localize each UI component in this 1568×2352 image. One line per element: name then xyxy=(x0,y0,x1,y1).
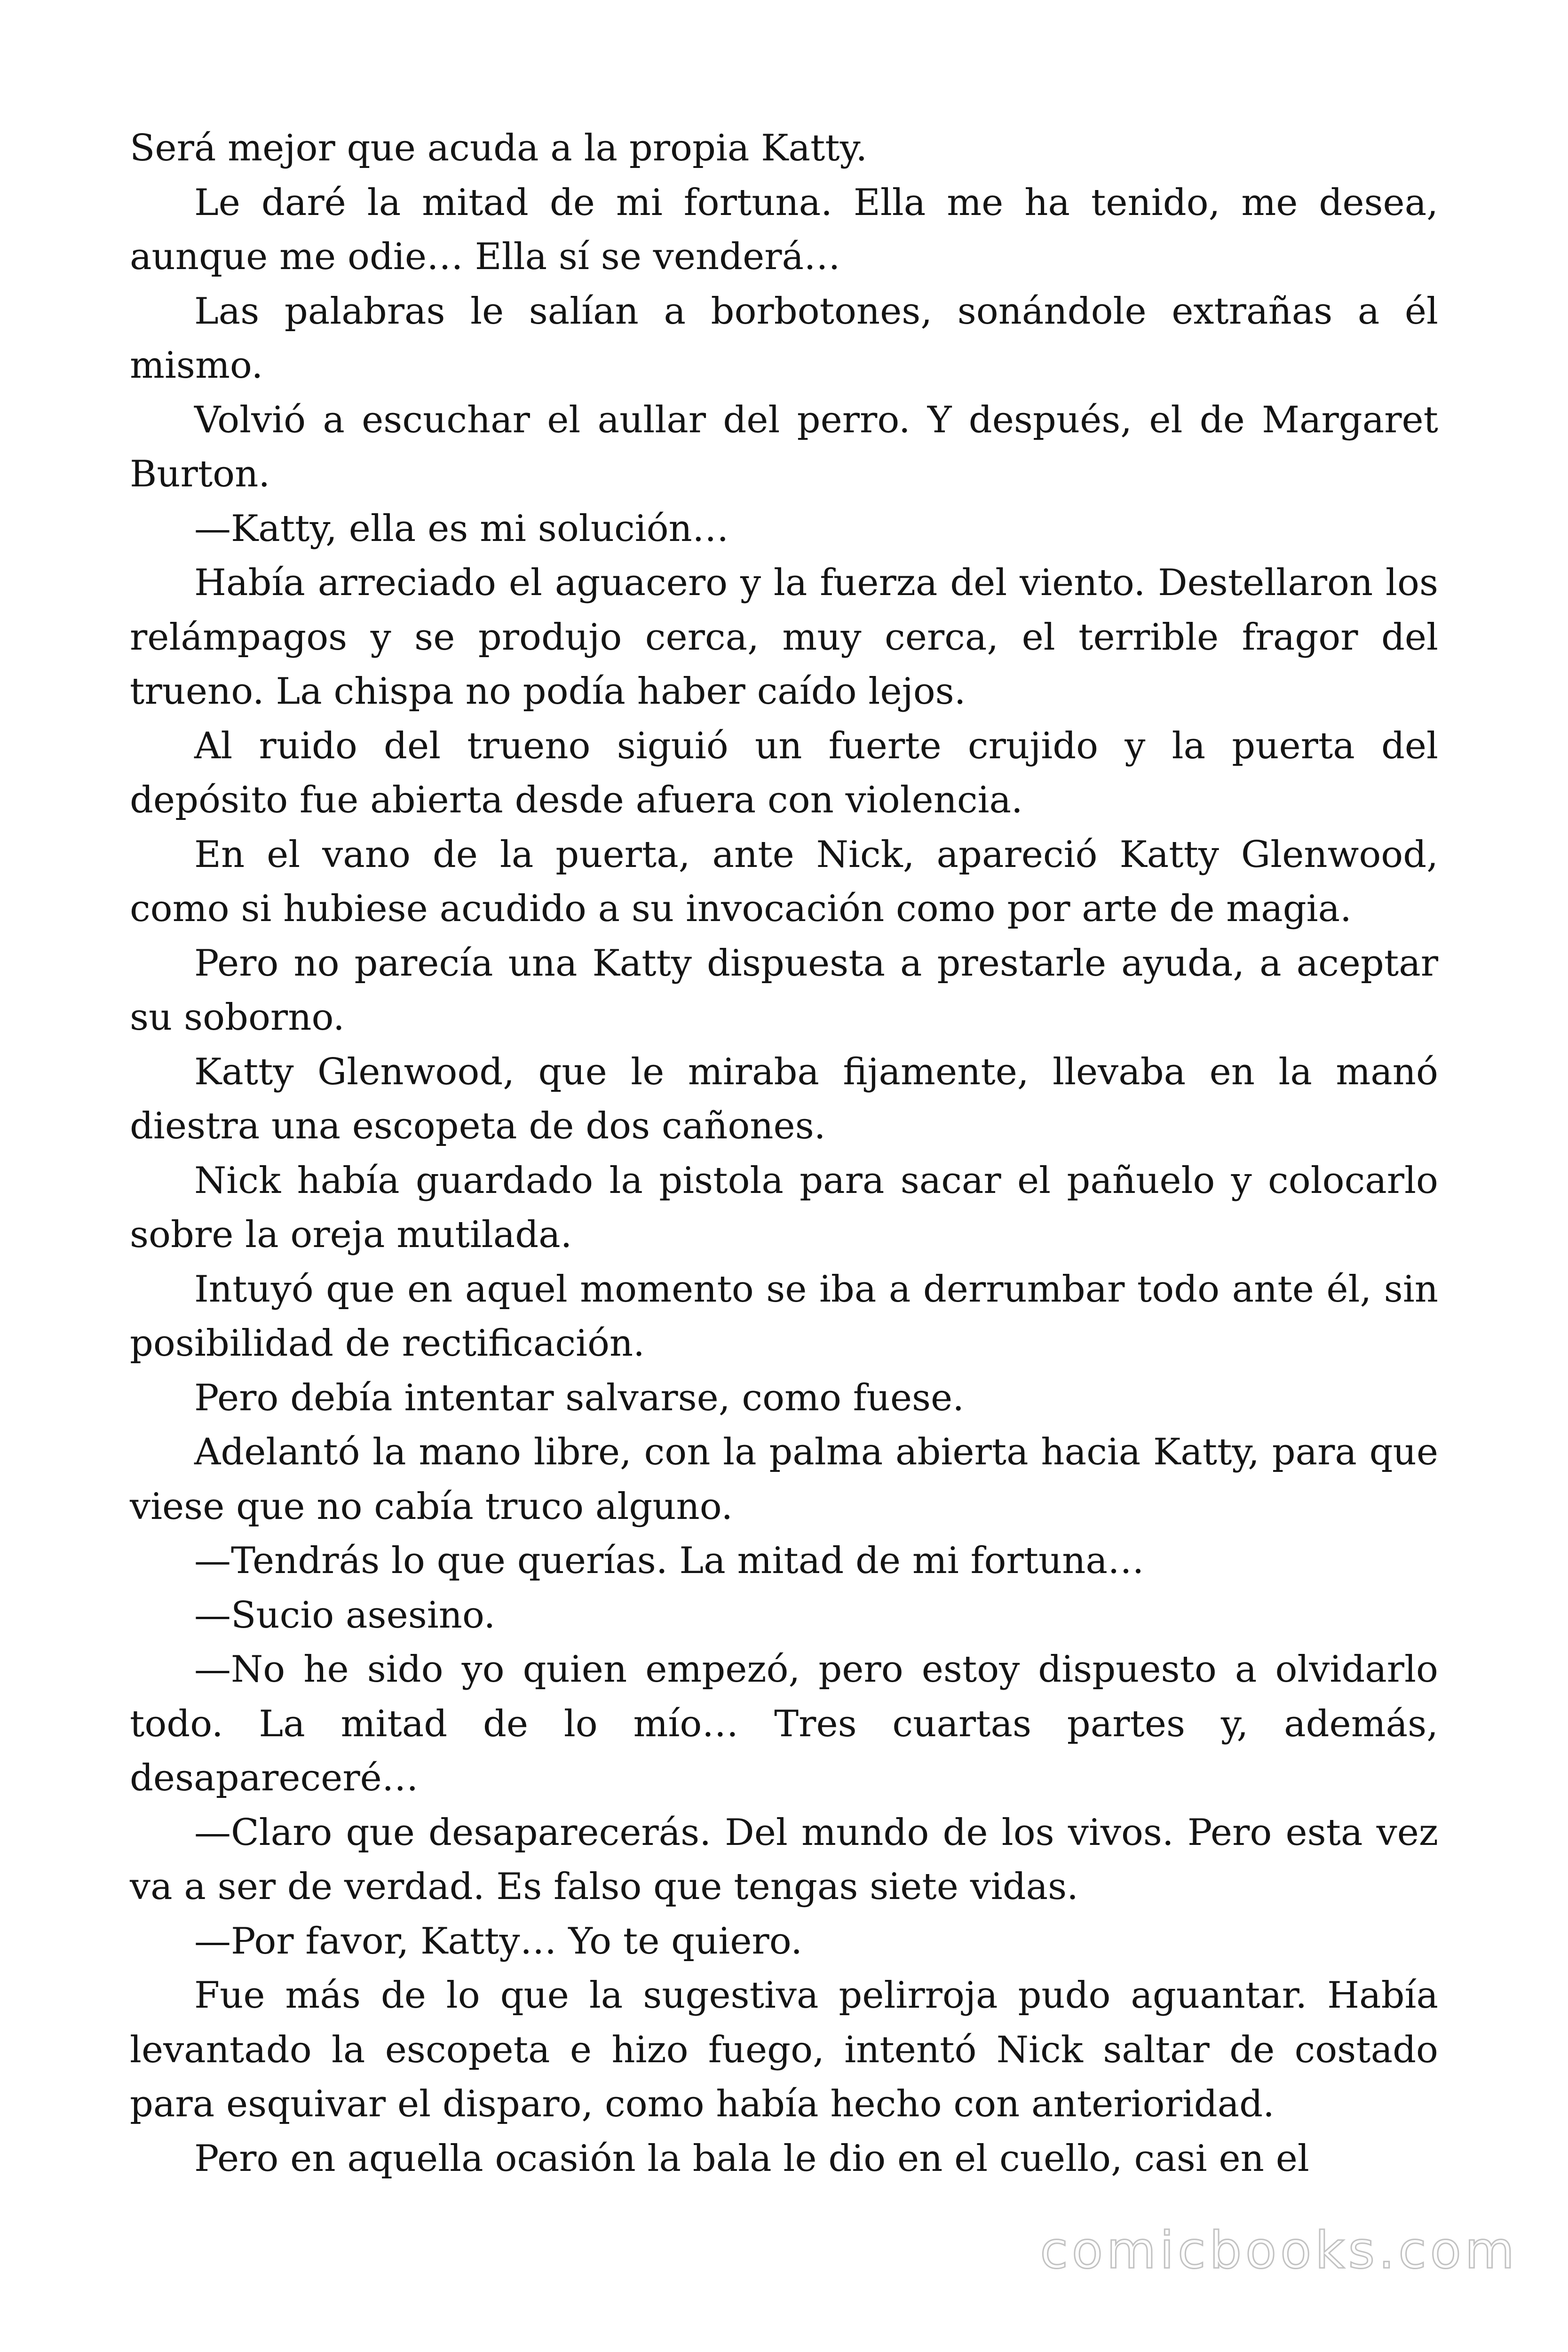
paragraph: Le daré la mitad de mi fortuna. Ella me ha tenido, me desea, aunque me odie… Ella sí se venderá… xyxy=(130,181,1438,278)
paragraph: En el vano de la puerta, ante Nick, apareció Katty Glenwood, como si hubiese acudido a su invocación como por arte de magia. xyxy=(130,833,1438,930)
paragraph: Las palabras le salían a borbotones, sonándole extrañas a él mismo. xyxy=(130,290,1438,387)
paragraph: —Katty, ella es mi solución… xyxy=(194,507,729,550)
paragraph: —Tendrás lo que querías. La mitad de mi fortuna… xyxy=(194,1540,1145,1582)
book-page-text xyxy=(130,121,1438,2186)
paragraph: —Sucio asesino. xyxy=(194,1594,496,1637)
paragraph: —Por favor, Katty… Yo te quiero. xyxy=(194,1920,803,1963)
paragraph: Fue más de lo que la sugestiva pelirroja pudo aguantar. Había levantado la escopeta e hizo fuego, intentó Nick saltar de costado para esquivar el disparo, como había hecho con anterioridad. xyxy=(130,1974,1438,2125)
paragraph: Katty Glenwood, que le miraba fijamente, llevaba en la manó diestra una escopeta de dos cañones. xyxy=(130,1050,1438,1147)
paragraph: Pero en aquella ocasión la bala le dio en el cuello, casi en el xyxy=(194,2137,1309,2180)
paragraph: —Claro que desaparecerás. Del mundo de los vivos. Pero esta vez va a ser de verdad. Es falso que tengas siete vidas. xyxy=(130,1811,1438,1908)
watermark: comicbooks.com xyxy=(1040,2221,1518,2280)
paragraph: Será mejor que acuda a la propia Katty. xyxy=(130,127,868,169)
paragraph: Adelantó la mano libre, con la palma abierta hacia Katty, para que viese que no cabía truco alguno. xyxy=(130,1431,1438,1528)
paragraph: Volvió a escuchar el aullar del perro. Y después, el de Margaret Burton. xyxy=(130,398,1438,495)
paragraph: Pero debía intentar salvarse, como fuese. xyxy=(194,1376,965,1419)
paragraph: Intuyó que en aquel momento se iba a derrumbar todo ante él, sin posibilidad de rectificación. xyxy=(130,1268,1438,1365)
paragraph: Pero no parecía una Katty dispuesta a prestarle ayuda, a aceptar su soborno. xyxy=(130,942,1438,1039)
paragraph: —No he sido yo quien empezó, pero estoy dispuesto a olvidarlo todo. La mitad de lo mío… Tres cuartas partes y, además, desapareceré… xyxy=(130,1648,1438,1799)
paragraph: Había arreciado el aguacero y la fuerza del viento. Destellaron los relámpagos y se produjo cerca, muy cerca, el terrible fragor del trueno. La chispa no podía haber caído lejos. xyxy=(130,562,1438,713)
paragraph: Al ruido del trueno siguió un fuerte crujido y la puerta del depósito fue abierta desde afuera con violencia. xyxy=(130,724,1438,821)
paragraph: Nick había guardado la pistola para sacar el pañuelo y colocarlo sobre la oreja mutilada. xyxy=(130,1159,1438,1256)
